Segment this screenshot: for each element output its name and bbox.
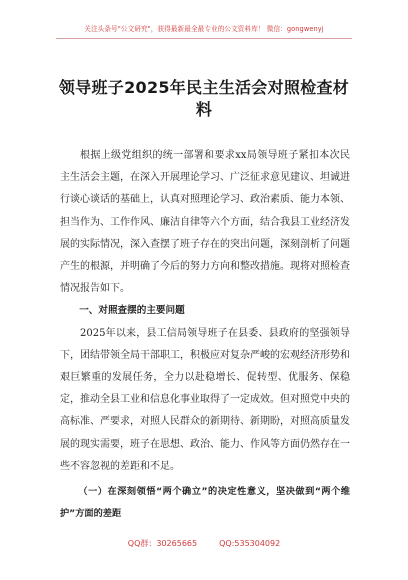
section-1-paragraph: 2025年以来，县工信局领导班子在县委、县政府的坚强领导下，团结带领全局干部职工，积极应对复杂严峻的宏观经济形势和艰巨繁重的发展任务，全力以赴稳增长、促转型、优服务、保稳定，推动全县工业和信息化事业取得了一定成效。但对照党中央的高标准、严要求，对照人民群众的新期待、新期盼，对照高质量发展的现实需要，班子在思想、政治、能力、作风等方面仍然存在一些不容忽视的差距和不足。 [60,327,350,472]
document-title: 领导班子2025年民主生活会对照检查材料 [58,78,350,119]
document-body [60,145,350,525]
section-heading-1: 一、对照查摆的主要问题 [79,305,185,317]
header-divider [56,38,352,39]
footer-contact [0,538,408,549]
footer-qq-group: QQ群：30265665 [127,539,198,548]
header-promo-note: 关注头条号"公文研究"，获得最新最全最专业的公文资料库！ 微信：gongwenyj [84,25,324,33]
intro-paragraph: 根据上级党组织的统一部署和要求xx局领导班子紧扣本次民主生活会主题，在深入开展理论学习、广泛征求意见建议、坦诚进行谈心谈话的基础上，认真对照理论学习、政治素质、能力本领、担当作为、工作作风、廉洁自律等六个方面，结合我县工业经济发展的实际情况，深入查摆了班子存在的突出问题，深刻剖析了问题产生的根源，并明确了今后的努力方向和整改措施。现将对照检查情况报告如下。 [60,150,350,295]
footer-qq-number: QQ:535304092 [219,539,281,548]
subsection-heading-1: （一）在深刻领悟“两个确立”的决定性意义，坚决做到“两个维护”方面的差距 [60,486,350,520]
